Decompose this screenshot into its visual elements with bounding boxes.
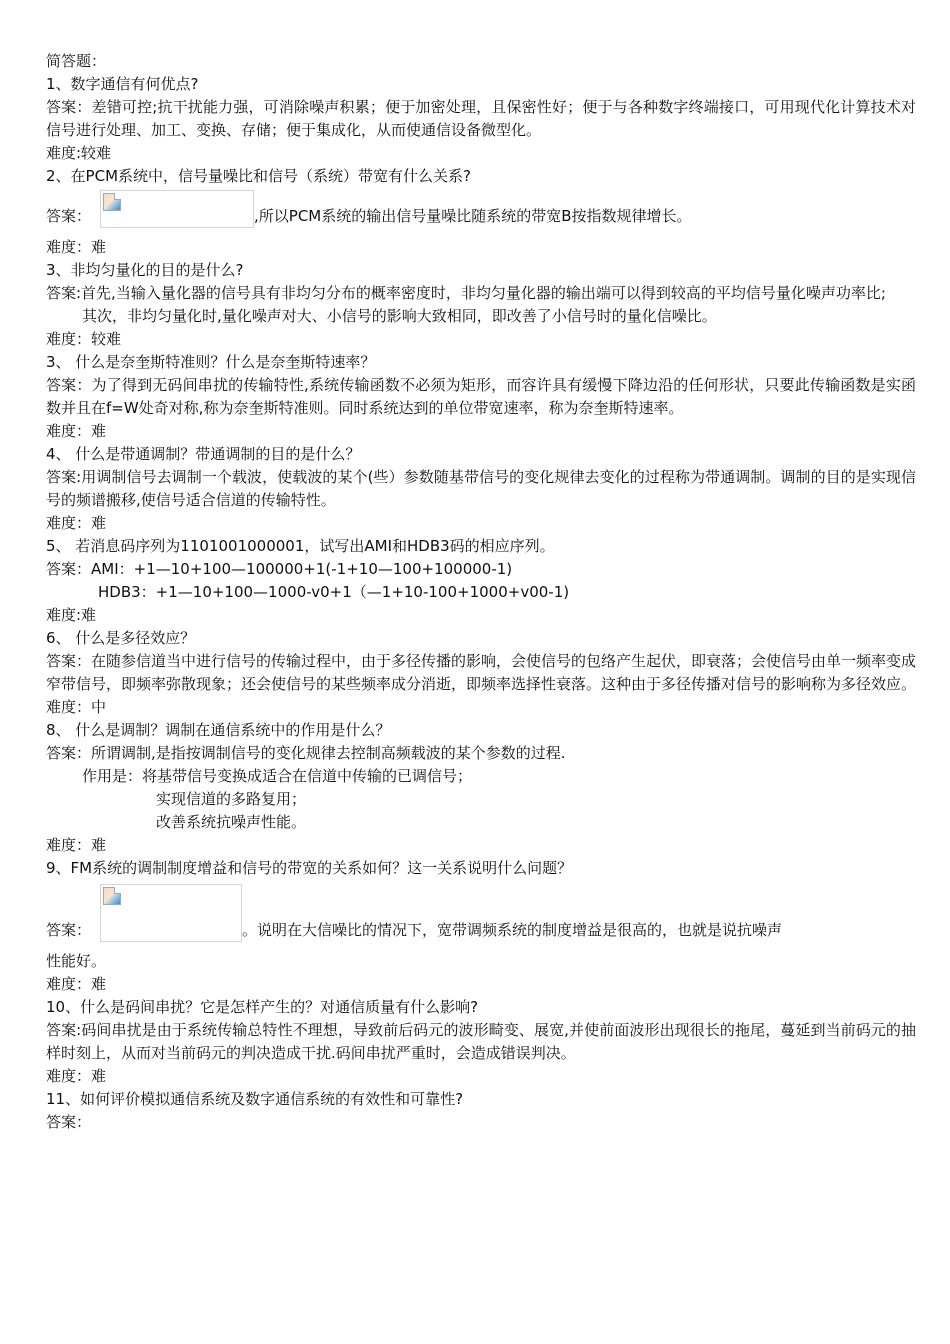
difficulty-4: 难度：难 [46, 514, 107, 532]
answer-6: 答案：在随参信道当中进行信号的传输过程中，由于多径传播的影响，会使信号的包络产生起伏，即衰落；会使信号由单一频率变成窄带信号，即频率弥散现象；还会使信号的某些频率成分消逝，即频率选择性衰落。这种由于多径传播对信号的影响称为多径效应。 [46, 652, 916, 693]
answer-1: 答案：差错可控;抗干扰能力强，可消除噪声积累；便于加密处理，且保密性好；便于与各种数字终端接口，可用现代化计算技术对信号进行处理、加工、变换、存储；便于集成化，从而使通信设备微型化。 [46, 98, 916, 139]
question-3: 3、非均匀量化的目的是什么? [46, 261, 244, 279]
question-9: 9、FM系统的调制制度增益和信号的带宽的关系如何？这一关系说明什么问题？ [46, 859, 573, 877]
difficulty-8: 难度：难 [46, 836, 107, 854]
formula-image-placeholder [100, 190, 254, 228]
answer-2 [46, 188, 916, 228]
answer-4: 答案:用调制信号去调制一个载波，使载波的某个(些）参数随基带信号的变化规律去变化的过程称为带通调制。调制的目的是实现信号的频谱搬移,使信号适合信道的传输特性。 [46, 468, 916, 509]
question-1: 1、数字通信有何优点? [46, 75, 199, 93]
section-heading: 简答题： [46, 52, 107, 70]
answer-2-label: 答案： [46, 207, 92, 225]
document-page [46, 50, 916, 1134]
answer-2-text: ,所以PCM系统的输出信号量噪比随系统的带宽B按指数规律增长。 [254, 207, 692, 225]
answer-3-cont: 其次，非均匀量化时,量化噪声对大、小信号的影响大致相同，即改善了小信号时的量化信噪比。 [82, 307, 717, 325]
question-3b: 3、 什么是奈奎斯特准则？什么是奈奎斯特速率？ [46, 353, 376, 371]
answer-9 [46, 880, 916, 942]
question-6: 6、 什么是多径效应？ [46, 629, 196, 647]
answer-3b: 答案：为了得到无码间串扰的传输特性,系统传输函数不必须为矩形，而容许具有缓慢下降边沿的任何形状，只要此传输函数是实函数并且在f=W处奇对称,称为奈奎斯特准则。同时系统达到的单位带宽速率，称为奈奎斯特速率。 [46, 376, 916, 417]
question-5: 5、 若消息码序列为1101001000001，试写出AMI和HDB3码的相应序列。 [46, 537, 555, 555]
answer-5: 答案：AMI：+1—10+100—100000+1(-1+10—100+100000-1) [46, 560, 513, 578]
question-10: 10、什么是码间串扰？它是怎样产生的？对通信质量有什么影响? [46, 998, 479, 1016]
answer-10: 答案:码间串扰是由于系统传输总特性不理想，导致前后码元的波形畸变、展宽,并使前面波形出现很长的拖尾，蔓延到当前码元的抽样时刻上，从而对当前码元的判决造成干扰.码间串扰严重时，会造成错误判决。 [46, 1021, 916, 1062]
broken-image-icon [103, 887, 121, 905]
question-2: 2、在PCM系统中，信号量噪比和信号（系统）带宽有什么关系? [46, 167, 471, 185]
answer-8: 答案：所谓调制,是指按调制信号的变化规律去控制高频载波的某个参数的过程. [46, 744, 566, 762]
question-11: 11、如何评价模拟通信系统及数字通信系统的有效性和可靠性? [46, 1090, 464, 1108]
difficulty-2: 难度：难 [46, 238, 107, 256]
difficulty-10: 难度：难 [46, 1067, 107, 1085]
difficulty-6: 难度：中 [46, 698, 107, 716]
answer-5-cont: HDB3：+1—10+100—1000-v0+1（—1+10-100+1000+v00-1) [98, 583, 570, 601]
difficulty-3b: 难度：难 [46, 422, 107, 440]
question-4: 4、 什么是带通调制？带通调制的目的是什么？ [46, 445, 361, 463]
difficulty-5: 难度:难 [46, 606, 97, 624]
broken-image-icon [103, 193, 121, 211]
answer-8-role: 作用是：将基带信号变换成适合在信道中传输的已调信号； [82, 767, 473, 785]
difficulty-1: 难度:较难 [46, 144, 112, 162]
answer-9-label: 答案： [46, 921, 92, 939]
answer-9-text: 。说明在大信噪比的情况下，宽带调频系统的制度增益是很高的，也就是说抗噪声 [242, 921, 783, 939]
difficulty-9: 难度：难 [46, 975, 107, 993]
formula-image-placeholder [100, 884, 242, 942]
answer-3: 答案:首先,当输入量化器的信号具有非均匀分布的概率密度时，非均匀量化器的输出端可以得到较高的平均信号量化噪声功率比; [46, 284, 886, 302]
difficulty-3: 难度：较难 [46, 330, 122, 348]
answer-8-role-3: 改善系统抗噪声性能。 [156, 813, 307, 831]
question-8: 8、 什么是调制？调制在通信系统中的作用是什么？ [46, 721, 391, 739]
answer-9-cont: 性能好。 [46, 952, 107, 970]
answer-8-role-2: 实现信道的多路复用； [156, 790, 307, 808]
answer-11: 答案： [46, 1113, 92, 1131]
